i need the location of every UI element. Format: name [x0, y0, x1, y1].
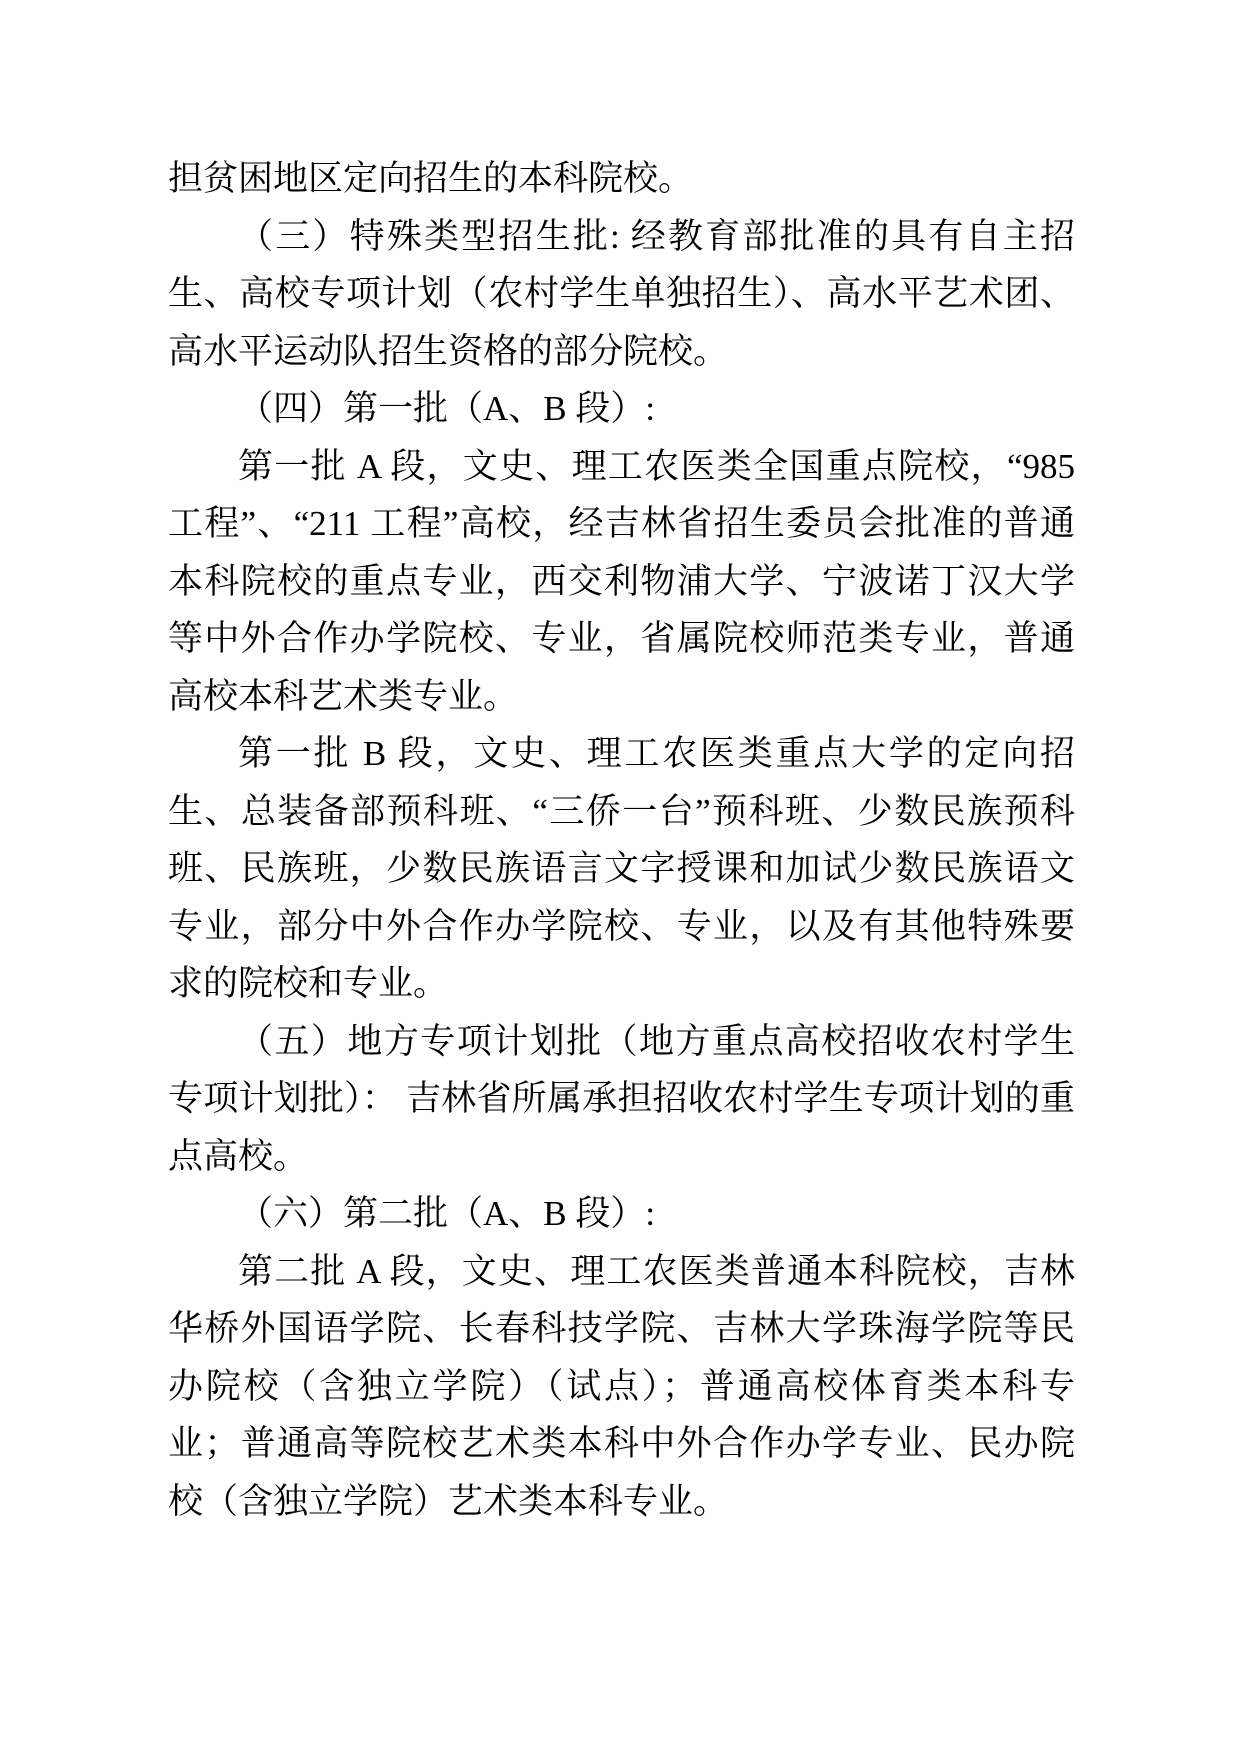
paragraph: 担贫困地区定向招生的本科院校。 [168, 159, 694, 198]
paragraph: 第一批 B 段，文史、理工农医类重点大学的定向招生、总装备部预科班、“三侨一台”预科班、少数民族预科班、民族班，少数民族语言文字授课和加试少数民族语文专业，部分中外合作办学院校、专业，以及有其他特殊要求的院校和专业。 [168, 734, 1075, 1003]
paragraph: （三）特殊类型招生批: 经教育部批准的具有自主招生、高校专项计划（农村学生单独招生）、高水平艺术团、高水平运动队招生资格的部分院校。 [168, 216, 1075, 371]
paragraph: 第一批 A 段，文史、理工农医类全国重点院校，“985 工程”、“211 工程”高校，经吉林省招生委员会批准的普通本科院校的重点专业，西交利物浦大学、宁波诺丁汉大学等中外合作办学院校、专业，省属院校师范类专业，普通高校本科艺术类专业。 [168, 446, 1075, 716]
paragraph: （五）地方专项计划批（地方重点高校招收农村学生专项计划批）： 吉林省所属承担招收农村学生专项计划的重点高校。 [168, 1021, 1075, 1176]
paragraph: 第二批 A 段，文史、理工农医类普通本科院校，吉林华桥外国语学院、长春科技学院、吉林大学珠海学院等民办院校（含独立学院）（试点）；普通高校体育类本科专业；普通高等院校艺术类本科中外合作办学专业、民办院校（含独立学院）艺术类本科专业。 [168, 1251, 1075, 1521]
paragraph: （六）第二批（A、B 段）: [238, 1194, 656, 1233]
paragraph: （四）第一批（A、B 段）: [238, 389, 656, 428]
document-body [168, 150, 1075, 1530]
